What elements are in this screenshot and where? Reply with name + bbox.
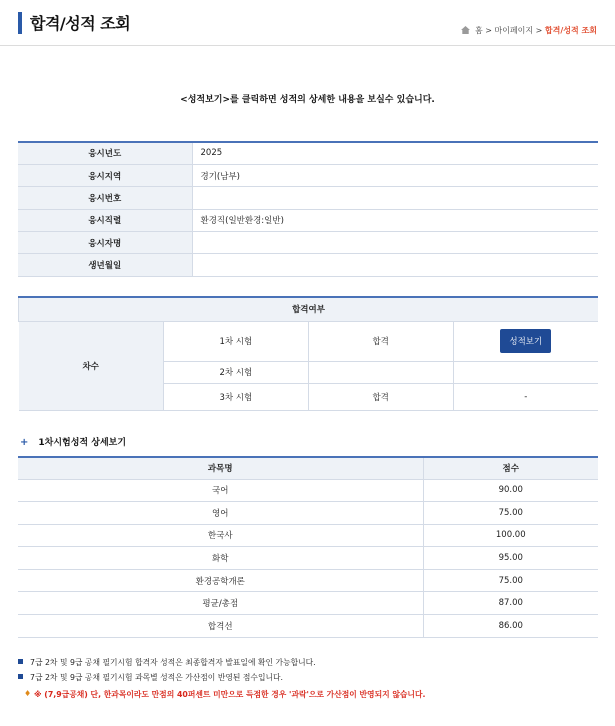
bullet-square-icon bbox=[18, 674, 23, 679]
table-row bbox=[18, 209, 598, 231]
title-accent-bar bbox=[18, 12, 22, 34]
exam-result bbox=[308, 361, 453, 383]
subject-score: 75.00 bbox=[423, 502, 598, 525]
table-row bbox=[18, 254, 598, 276]
note-text: 7급 2차 및 9급 공채 필기시험 과목별 성적은 가산점이 반영된 점수입니다. bbox=[30, 673, 284, 682]
subject-name: 국어 bbox=[18, 479, 423, 502]
home-icon[interactable] bbox=[461, 26, 470, 34]
exam-result: 합격 bbox=[308, 321, 453, 361]
pass-status-table bbox=[18, 296, 598, 411]
breadcrumb-mypage[interactable]: 마이페이지 bbox=[494, 26, 534, 35]
table-row bbox=[18, 479, 598, 502]
info-value: 2025 bbox=[192, 142, 598, 164]
info-value bbox=[192, 187, 598, 209]
info-label: 응시직렬 bbox=[18, 209, 192, 231]
table-row bbox=[18, 547, 598, 570]
table-row bbox=[18, 502, 598, 525]
subject-score: 87.00 bbox=[423, 592, 598, 615]
pass-header: 합격여부 bbox=[19, 297, 599, 321]
subject-name: 한국사 bbox=[18, 524, 423, 547]
subject-name: 화학 bbox=[18, 547, 423, 570]
breadcrumb bbox=[461, 25, 597, 36]
page-header bbox=[0, 0, 615, 46]
table-row bbox=[18, 592, 598, 615]
breadcrumb-current: 합격/성적 조회 bbox=[544, 26, 597, 35]
info-label: 응시지역 bbox=[18, 164, 192, 186]
info-label: 응시자명 bbox=[18, 232, 192, 254]
table-row bbox=[18, 615, 598, 638]
exam-action-cell bbox=[453, 361, 598, 383]
exam-name: 3차 시험 bbox=[163, 383, 308, 410]
note-item bbox=[18, 657, 603, 668]
table-row bbox=[18, 569, 598, 592]
round-label: 차수 bbox=[19, 321, 164, 410]
info-label: 생년월일 bbox=[18, 254, 192, 276]
info-label: 응시번호 bbox=[18, 187, 192, 209]
breadcrumb-home[interactable]: 홈 bbox=[474, 26, 483, 35]
table-row bbox=[18, 232, 598, 254]
page-title: 합격/성적 조회 bbox=[30, 14, 131, 33]
table-row bbox=[18, 187, 598, 209]
view-score-button[interactable]: 성적보기 bbox=[500, 329, 551, 353]
info-value: 경기(남부) bbox=[192, 164, 598, 186]
subject-name: 평균/총점 bbox=[18, 592, 423, 615]
table-row bbox=[18, 142, 598, 164]
col-subject-header: 과목명 bbox=[18, 457, 423, 479]
plus-icon: + bbox=[20, 437, 29, 448]
info-label: 응시년도 bbox=[18, 142, 192, 164]
info-value bbox=[192, 254, 598, 276]
subject-score: 100.00 bbox=[423, 524, 598, 547]
subject-name: 합격선 bbox=[18, 615, 423, 638]
subject-score: 86.00 bbox=[423, 615, 598, 638]
notes-section bbox=[18, 657, 603, 704]
subject-score: 90.00 bbox=[423, 479, 598, 502]
score-detail-table bbox=[18, 456, 598, 638]
detail-title-text: 1차시험성적 상세보기 bbox=[38, 438, 127, 448]
note-item bbox=[18, 672, 603, 683]
notice-text: <성적보기>를 클릭하면 성적의 상세한 내용을 보실수 있습니다. bbox=[180, 95, 435, 105]
detail-section-title bbox=[20, 435, 126, 448]
warning-note bbox=[18, 689, 603, 700]
breadcrumb-separator: > bbox=[485, 26, 492, 35]
info-value: 환경직(일반환경:일반) bbox=[192, 209, 598, 231]
info-value bbox=[192, 232, 598, 254]
warning-icon: ♦ bbox=[24, 689, 32, 698]
subject-score: 75.00 bbox=[423, 569, 598, 592]
exam-name: 1차 시험 bbox=[163, 321, 308, 361]
exam-result: 합격 bbox=[308, 383, 453, 410]
breadcrumb-separator: > bbox=[535, 26, 543, 35]
table-row bbox=[18, 524, 598, 547]
subject-name: 환경공학개론 bbox=[18, 569, 423, 592]
col-score-header: 점수 bbox=[423, 457, 598, 479]
applicant-info-table bbox=[18, 141, 598, 277]
exam-action-cell: - bbox=[453, 383, 598, 410]
table-row bbox=[19, 321, 599, 361]
table-header-row bbox=[19, 297, 599, 321]
bullet-square-icon bbox=[18, 659, 23, 664]
table-row bbox=[18, 164, 598, 186]
warning-text: ※ (7,9급공채) 단, 한과목이라도 만점의 40퍼센트 미만으로 득점한 경우 '과락'으로 가산점이 반영되지 않습니다. bbox=[34, 690, 426, 699]
exam-name: 2차 시험 bbox=[163, 361, 308, 383]
subject-name: 영어 bbox=[18, 502, 423, 525]
exam-action-cell bbox=[453, 321, 598, 361]
subject-score: 95.00 bbox=[423, 547, 598, 570]
note-text: 7급 2차 및 9급 공채 필기시험 합격자 성적은 최종합격자 발표일에 확인 가능합니다. bbox=[30, 658, 316, 667]
table-header-row bbox=[18, 457, 598, 479]
